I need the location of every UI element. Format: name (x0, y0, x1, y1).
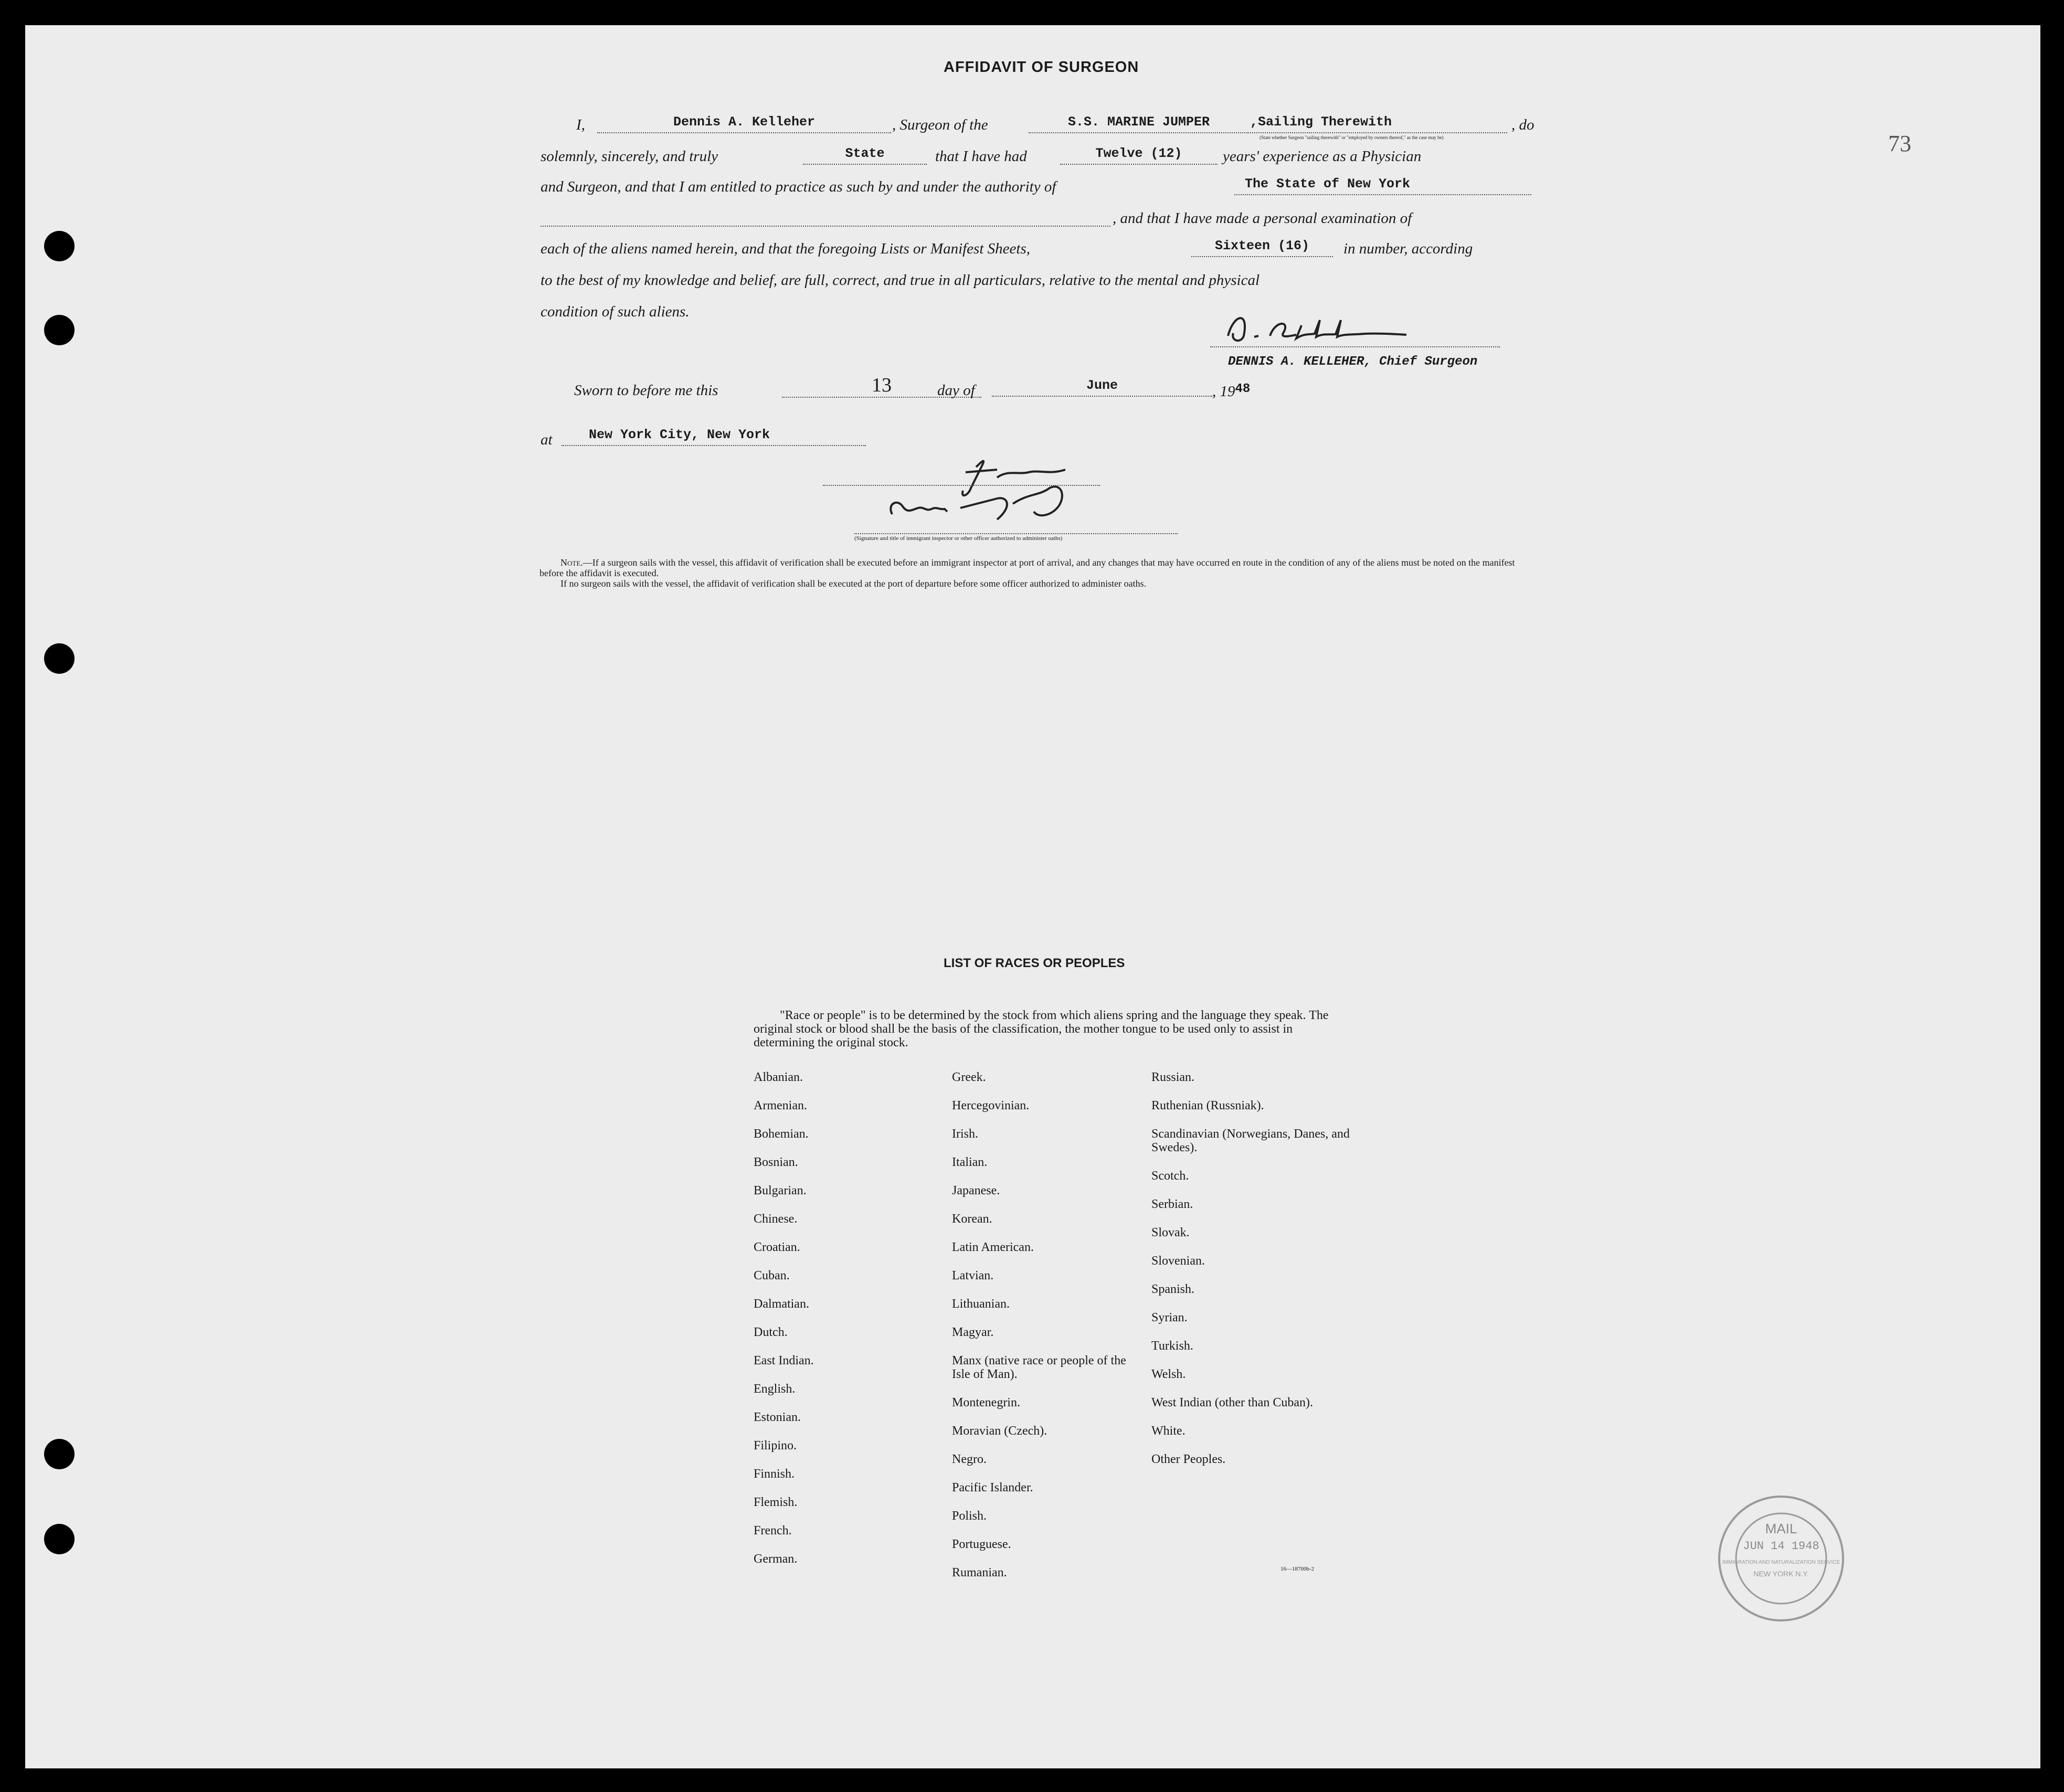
race-item: Moravian (Czech). (952, 1424, 1047, 1438)
race-item: Magyar. (952, 1326, 994, 1339)
race-item: Spanish. (1151, 1282, 1195, 1296)
race-item: Slovak. (1151, 1226, 1190, 1239)
sworn-place-field: New York City, New York (562, 427, 866, 446)
affidavit-line-2c: years' experience as a Physician (1223, 148, 1422, 165)
race-item: Korean. (952, 1212, 992, 1226)
sworn-line-b: day of (937, 382, 975, 399)
race-item: Dalmatian. (754, 1297, 809, 1311)
years-field: Twelve (12) (1060, 146, 1218, 165)
affidavit-line-7: condition of such aliens. (541, 303, 690, 320)
officer-caption: (Signature and title of immigrant inspector or other officer authorized to administer oaths) (854, 535, 1063, 542)
race-item: Albanian. (754, 1070, 803, 1084)
race-item: Greek. (952, 1070, 986, 1084)
race-item: Ruthenian (Russniak). (1151, 1099, 1264, 1112)
race-item: Estonian. (754, 1411, 801, 1424)
punch-hole (44, 1439, 75, 1469)
race-item: Other Peoples. (1151, 1452, 1226, 1466)
races-title: LIST OF RACES OR PEOPLES (944, 956, 1125, 970)
race-item: Pacific Islander. (952, 1481, 1033, 1494)
race-item: Latin American. (952, 1240, 1034, 1254)
race-item: White. (1151, 1424, 1186, 1438)
svg-text:IMMIGRATION AND NATURALIZATION: IMMIGRATION AND NATURALIZATION SERVICE (1722, 1560, 1840, 1565)
race-item: Rumanian. (952, 1566, 1007, 1579)
race-item: Filipino. (754, 1439, 797, 1452)
race-item: Irish. (952, 1127, 978, 1141)
sailing-note: (State whether Surgeon "sailing therewith" or "employed by owners thereof," as the case may be) (1259, 135, 1444, 140)
race-item: Serbian. (1151, 1197, 1193, 1211)
sworn-month-field: June (992, 378, 1212, 397)
race-item: Japanese. (952, 1184, 1000, 1197)
affidavit-line-3: and Surgeon, and that I am entitled to practice as such by and under the authority of (541, 178, 1056, 195)
race-item: Dutch. (754, 1326, 788, 1339)
punch-hole (44, 231, 75, 261)
races-intro: "Race or people" is to be determined by the stock from which aliens spring and the language they speak. The original stock or blood shall be the basis of the classification, the mother tongue to be used only to assist in determining the original stock. (754, 1009, 1329, 1049)
races-column-1 (754, 1070, 911, 1581)
surgeon-name-field: Dennis A. Kelleher (597, 114, 891, 133)
sworn-year: , $19^{48}$ (1212, 382, 1251, 400)
race-item: French. (754, 1524, 792, 1537)
race-item: Welsh. (1151, 1367, 1186, 1381)
affidavit-line-1: I, (576, 116, 585, 133)
races-column-3 (1151, 1070, 1351, 1481)
race-item: Portuguese. (952, 1537, 1011, 1551)
vessel-field: S.S. MARINE JUMPER (1029, 114, 1249, 133)
sailing-status-field: ,Sailing Therewith (1250, 114, 1507, 133)
race-item: Flemish. (754, 1496, 798, 1509)
race-item: Bosnian. (754, 1155, 798, 1169)
race-item: Turkish. (1151, 1339, 1193, 1353)
svg-text:NEW YORK N.Y.: NEW YORK N.Y. (1753, 1570, 1809, 1578)
affidavit-line-2: solemnly, sincerely, and truly (541, 148, 718, 165)
race-item: Negro. (952, 1452, 987, 1466)
race-item: Montenegrin. (952, 1396, 1020, 1409)
officer-caption-line (854, 519, 1178, 534)
authority-continued-field (541, 208, 1110, 227)
race-item: Armenian. (754, 1099, 807, 1112)
state-word-field: State (803, 146, 927, 165)
race-item: English. (754, 1382, 796, 1396)
affidavit-line-4: , and that I have made a personal examination of (1113, 210, 1412, 227)
affidavit-line-1c: , do (1511, 116, 1534, 133)
race-item: Hercegovinian. (952, 1099, 1030, 1112)
race-item: Scotch. (1151, 1169, 1189, 1183)
form-number: 16—18700b-2 (1280, 1566, 1315, 1572)
race-item: Russian. (1151, 1070, 1195, 1084)
race-item: Croatian. (754, 1240, 800, 1254)
race-item: Syrian. (1151, 1311, 1188, 1324)
sworn-line: Sworn to before me this (574, 382, 718, 399)
punch-hole (44, 643, 75, 674)
race-item: West Indian (other than Cuban). (1151, 1396, 1313, 1409)
signature-line (1210, 331, 1500, 347)
sworn-day-field: 13 (782, 374, 981, 398)
race-item: Bulgarian. (754, 1184, 807, 1197)
page-number: 73 (1888, 131, 1911, 156)
race-item: Slovenian. (1151, 1254, 1205, 1268)
race-item: East Indian. (754, 1354, 814, 1367)
affidavit-title: AFFIDAVIT OF SURGEON (944, 59, 1139, 76)
affidavit-line-5: each of the aliens named herein, and that the foregoing Lists or Manifest Sheets, (541, 240, 1030, 257)
races-column-2 (952, 1070, 1130, 1594)
race-item: Scandinavian (Norwegians, Danes, and Swedes). (1151, 1127, 1350, 1154)
race-item: Latvian. (952, 1269, 994, 1282)
sworn-at-line: at (541, 431, 553, 448)
authority-field: The State of New York (1234, 176, 1531, 195)
race-item: Italian. (952, 1155, 988, 1169)
race-item: Cuban. (754, 1269, 790, 1282)
race-item: German. (754, 1552, 798, 1566)
affidavit-line-6: to the best of my knowledge and belief, are full, correct, and true in all particulars, relative to the mental and physical (541, 272, 1260, 289)
punch-hole (44, 1524, 75, 1554)
race-item: Polish. (952, 1509, 987, 1523)
officer-signature-line (823, 472, 1100, 486)
bleed-through-text (104, 104, 119, 132)
race-item: Bohemian. (754, 1127, 809, 1141)
affidavit-line-2b: that I have had (935, 148, 1027, 165)
note-block: Note.—If a surgeon sails with the vessel, this affidavit of verification shall be executed before an immigrant inspector at port of arrival, and any changes that may have occurred en route in the condition of any of the aliens must be noted on the manifest before the affidavit is executed. If no surgeon sails with the vessel, the affidavit of verification shall be executed at the port of departure before some officer authorized to administer oaths. (539, 557, 1515, 589)
mail-received-stamp (1671, 1490, 1891, 1627)
affidavit-line-5b: in number, according (1343, 240, 1473, 257)
punch-hole (44, 315, 75, 345)
svg-text:JUN 14 1948: JUN 14 1948 (1743, 1540, 1819, 1553)
sheets-count-field: Sixteen (16) (1191, 238, 1333, 257)
race-item: Finnish. (754, 1467, 795, 1481)
signature-printed-name: DENNIS A. KELLEHER, Chief Surgeon (1228, 355, 1478, 369)
affidavit-line-1b: , Surgeon of the (892, 116, 988, 133)
race-item: Manx (native race or people of the Isle of Man). (952, 1354, 1126, 1381)
race-item: Lithuanian. (952, 1297, 1010, 1311)
svg-text:MAIL: MAIL (1765, 1521, 1797, 1536)
race-item: Chinese. (754, 1212, 798, 1226)
